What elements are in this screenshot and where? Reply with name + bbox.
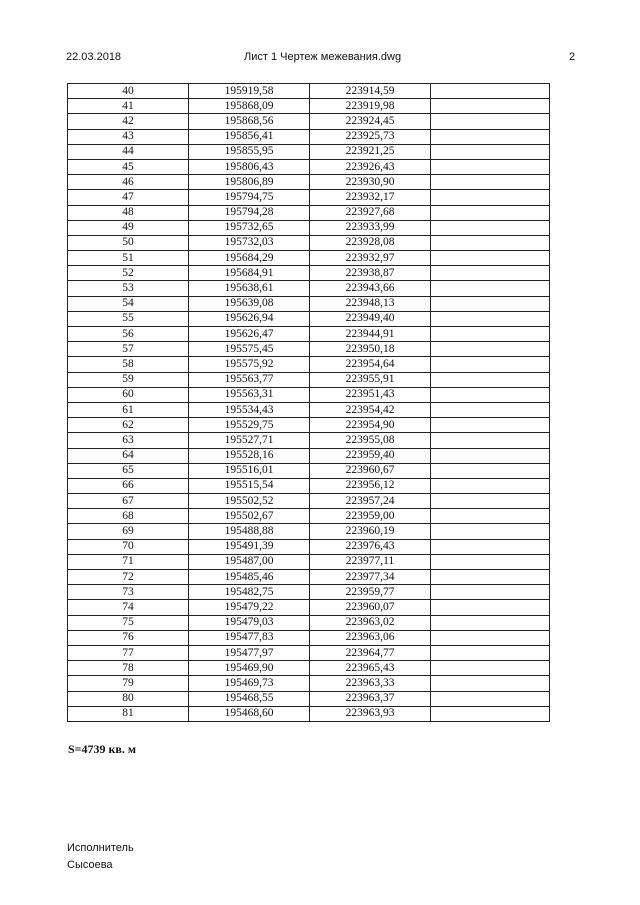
y-coordinate-cell: 223960,19 xyxy=(310,524,431,539)
y-coordinate-cell: 223921,25 xyxy=(310,144,431,159)
y-coordinate-cell: 223955,91 xyxy=(310,372,431,387)
table-row xyxy=(68,570,550,585)
table-row xyxy=(68,281,550,296)
table-row xyxy=(68,509,550,524)
table-row xyxy=(68,296,550,311)
table-row xyxy=(68,478,550,493)
table-row xyxy=(68,159,550,174)
point-number-cell: 56 xyxy=(68,327,189,342)
x-coordinate-cell: 195469,90 xyxy=(189,661,310,676)
empty-cell xyxy=(431,615,550,630)
table-row xyxy=(68,266,550,281)
table-row xyxy=(68,251,550,266)
point-number-cell: 64 xyxy=(68,448,189,463)
table-row xyxy=(68,539,550,554)
table-row xyxy=(68,433,550,448)
empty-cell xyxy=(431,99,550,114)
x-coordinate-cell: 195529,75 xyxy=(189,418,310,433)
empty-cell xyxy=(431,402,550,417)
y-coordinate-cell: 223960,67 xyxy=(310,463,431,478)
point-number-cell: 75 xyxy=(68,615,189,630)
empty-cell xyxy=(431,463,550,478)
y-coordinate-cell: 223954,64 xyxy=(310,357,431,372)
table-row xyxy=(68,190,550,205)
empty-cell xyxy=(431,706,550,721)
empty-cell xyxy=(431,630,550,645)
table-row xyxy=(68,372,550,387)
point-number-cell: 78 xyxy=(68,661,189,676)
point-number-cell: 67 xyxy=(68,494,189,509)
table-row xyxy=(68,129,550,144)
x-coordinate-cell: 195868,56 xyxy=(189,114,310,129)
empty-cell xyxy=(431,266,550,281)
empty-cell xyxy=(431,235,550,250)
point-number-cell: 62 xyxy=(68,418,189,433)
y-coordinate-cell: 223959,00 xyxy=(310,509,431,524)
empty-cell xyxy=(431,159,550,174)
empty-cell xyxy=(431,327,550,342)
point-number-cell: 73 xyxy=(68,585,189,600)
table-row xyxy=(68,357,550,372)
y-coordinate-cell: 223914,59 xyxy=(310,84,431,99)
x-coordinate-cell: 195732,65 xyxy=(189,220,310,235)
point-number-cell: 79 xyxy=(68,676,189,691)
y-coordinate-cell: 223951,43 xyxy=(310,387,431,402)
empty-cell xyxy=(431,509,550,524)
point-number-cell: 52 xyxy=(68,266,189,281)
x-coordinate-cell: 195794,75 xyxy=(189,190,310,205)
point-number-cell: 46 xyxy=(68,175,189,190)
x-coordinate-cell: 195806,43 xyxy=(189,159,310,174)
table-row xyxy=(68,175,550,190)
table-row xyxy=(68,494,550,509)
point-number-cell: 43 xyxy=(68,129,189,144)
point-number-cell: 63 xyxy=(68,433,189,448)
y-coordinate-cell: 223919,98 xyxy=(310,99,431,114)
table-row xyxy=(68,114,550,129)
x-coordinate-cell: 195563,31 xyxy=(189,387,310,402)
point-number-cell: 59 xyxy=(68,372,189,387)
empty-cell xyxy=(431,433,550,448)
empty-cell xyxy=(431,281,550,296)
table-row xyxy=(68,585,550,600)
table-row xyxy=(68,706,550,721)
empty-cell xyxy=(431,585,550,600)
point-number-cell: 61 xyxy=(68,402,189,417)
x-coordinate-cell: 195468,60 xyxy=(189,706,310,721)
empty-cell xyxy=(431,84,550,99)
x-coordinate-cell: 195485,46 xyxy=(189,570,310,585)
table-row xyxy=(68,235,550,250)
empty-cell xyxy=(431,175,550,190)
point-number-cell: 57 xyxy=(68,342,189,357)
y-coordinate-cell: 223977,34 xyxy=(310,570,431,585)
empty-cell xyxy=(431,418,550,433)
empty-cell xyxy=(431,691,550,706)
empty-cell xyxy=(431,539,550,554)
page-number: 2 xyxy=(569,51,576,63)
y-coordinate-cell: 223948,13 xyxy=(310,296,431,311)
y-coordinate-cell: 223932,97 xyxy=(310,251,431,266)
x-coordinate-cell: 195491,39 xyxy=(189,539,310,554)
y-coordinate-cell: 223963,93 xyxy=(310,706,431,721)
executor-label: Исполнитель xyxy=(67,842,134,854)
table-row xyxy=(68,630,550,645)
x-coordinate-cell: 195477,97 xyxy=(189,645,310,660)
empty-cell xyxy=(431,554,550,569)
x-coordinate-cell: 195684,91 xyxy=(189,266,310,281)
point-number-cell: 74 xyxy=(68,600,189,615)
point-number-cell: 42 xyxy=(68,114,189,129)
y-coordinate-cell: 223965,43 xyxy=(310,661,431,676)
y-coordinate-cell: 223976,43 xyxy=(310,539,431,554)
x-coordinate-cell: 195477,83 xyxy=(189,630,310,645)
empty-cell xyxy=(431,220,550,235)
x-coordinate-cell: 195482,75 xyxy=(189,585,310,600)
coordinates-table xyxy=(67,83,550,722)
table-row xyxy=(68,205,550,220)
empty-cell xyxy=(431,114,550,129)
x-coordinate-cell: 195563,77 xyxy=(189,372,310,387)
y-coordinate-cell: 223956,12 xyxy=(310,478,431,493)
x-coordinate-cell: 195639,08 xyxy=(189,296,310,311)
empty-cell xyxy=(431,190,550,205)
y-coordinate-cell: 223959,40 xyxy=(310,448,431,463)
point-number-cell: 53 xyxy=(68,281,189,296)
table-row xyxy=(68,220,550,235)
point-number-cell: 41 xyxy=(68,99,189,114)
table-row xyxy=(68,463,550,478)
table-row xyxy=(68,311,550,326)
point-number-cell: 47 xyxy=(68,190,189,205)
x-coordinate-cell: 195684,29 xyxy=(189,251,310,266)
point-number-cell: 40 xyxy=(68,84,189,99)
table-row xyxy=(68,144,550,159)
table-row xyxy=(68,691,550,706)
empty-cell xyxy=(431,372,550,387)
y-coordinate-cell: 223944,91 xyxy=(310,327,431,342)
executor-name: Сысоева xyxy=(67,859,113,871)
y-coordinate-cell: 223933,99 xyxy=(310,220,431,235)
x-coordinate-cell: 195626,94 xyxy=(189,311,310,326)
point-number-cell: 50 xyxy=(68,235,189,250)
x-coordinate-cell: 195919,58 xyxy=(189,84,310,99)
x-coordinate-cell: 195502,52 xyxy=(189,494,310,509)
point-number-cell: 49 xyxy=(68,220,189,235)
table-row xyxy=(68,99,550,114)
empty-cell xyxy=(431,524,550,539)
x-coordinate-cell: 195528,16 xyxy=(189,448,310,463)
x-coordinate-cell: 195515,54 xyxy=(189,478,310,493)
y-coordinate-cell: 223930,90 xyxy=(310,175,431,190)
y-coordinate-cell: 223938,87 xyxy=(310,266,431,281)
x-coordinate-cell: 195479,22 xyxy=(189,600,310,615)
y-coordinate-cell: 223959,77 xyxy=(310,585,431,600)
y-coordinate-cell: 223926,43 xyxy=(310,159,431,174)
x-coordinate-cell: 195856,41 xyxy=(189,129,310,144)
point-number-cell: 54 xyxy=(68,296,189,311)
x-coordinate-cell: 195732,03 xyxy=(189,235,310,250)
point-number-cell: 60 xyxy=(68,387,189,402)
table-row xyxy=(68,554,550,569)
point-number-cell: 76 xyxy=(68,630,189,645)
empty-cell xyxy=(431,342,550,357)
y-coordinate-cell: 223925,73 xyxy=(310,129,431,144)
x-coordinate-cell: 195469,73 xyxy=(189,676,310,691)
table-row xyxy=(68,676,550,691)
point-number-cell: 71 xyxy=(68,554,189,569)
empty-cell xyxy=(431,129,550,144)
x-coordinate-cell: 195534,43 xyxy=(189,402,310,417)
point-number-cell: 80 xyxy=(68,691,189,706)
y-coordinate-cell: 223924,45 xyxy=(310,114,431,129)
empty-cell xyxy=(431,645,550,660)
point-number-cell: 45 xyxy=(68,159,189,174)
y-coordinate-cell: 223963,06 xyxy=(310,630,431,645)
point-number-cell: 72 xyxy=(68,570,189,585)
table-row xyxy=(68,645,550,660)
x-coordinate-cell: 195806,89 xyxy=(189,175,310,190)
y-coordinate-cell: 223963,33 xyxy=(310,676,431,691)
header-date: 22.03.2018 xyxy=(66,51,122,63)
x-coordinate-cell: 195488,88 xyxy=(189,524,310,539)
x-coordinate-cell: 195855,95 xyxy=(189,144,310,159)
y-coordinate-cell: 223954,90 xyxy=(310,418,431,433)
empty-cell xyxy=(431,144,550,159)
x-coordinate-cell: 195487,00 xyxy=(189,554,310,569)
table-row xyxy=(68,402,550,417)
x-coordinate-cell: 195479,03 xyxy=(189,615,310,630)
point-number-cell: 55 xyxy=(68,311,189,326)
point-number-cell: 58 xyxy=(68,357,189,372)
table-row xyxy=(68,661,550,676)
table-row xyxy=(68,600,550,615)
table-row xyxy=(68,615,550,630)
x-coordinate-cell: 195527,71 xyxy=(189,433,310,448)
y-coordinate-cell: 223950,18 xyxy=(310,342,431,357)
header-title: Лист 1 Чертеж межевания.dwg xyxy=(244,51,402,63)
table-row xyxy=(68,448,550,463)
x-coordinate-cell: 195626,47 xyxy=(189,327,310,342)
x-coordinate-cell: 195502,67 xyxy=(189,509,310,524)
y-coordinate-cell: 223943,66 xyxy=(310,281,431,296)
empty-cell xyxy=(431,661,550,676)
x-coordinate-cell: 195468,55 xyxy=(189,691,310,706)
x-coordinate-cell: 195794,28 xyxy=(189,205,310,220)
y-coordinate-cell: 223954,42 xyxy=(310,402,431,417)
point-number-cell: 81 xyxy=(68,706,189,721)
y-coordinate-cell: 223927,68 xyxy=(310,205,431,220)
x-coordinate-cell: 195575,92 xyxy=(189,357,310,372)
point-number-cell: 68 xyxy=(68,509,189,524)
y-coordinate-cell: 223964,77 xyxy=(310,645,431,660)
y-coordinate-cell: 223957,24 xyxy=(310,494,431,509)
empty-cell xyxy=(431,448,550,463)
point-number-cell: 44 xyxy=(68,144,189,159)
y-coordinate-cell: 223932,17 xyxy=(310,190,431,205)
y-coordinate-cell: 223960,07 xyxy=(310,600,431,615)
empty-cell xyxy=(431,311,550,326)
empty-cell xyxy=(431,296,550,311)
empty-cell xyxy=(431,600,550,615)
table-row xyxy=(68,84,550,99)
point-number-cell: 77 xyxy=(68,645,189,660)
x-coordinate-cell: 195638,61 xyxy=(189,281,310,296)
x-coordinate-cell: 195575,45 xyxy=(189,342,310,357)
point-number-cell: 48 xyxy=(68,205,189,220)
y-coordinate-cell: 223949,40 xyxy=(310,311,431,326)
y-coordinate-cell: 223963,37 xyxy=(310,691,431,706)
table-row xyxy=(68,342,550,357)
point-number-cell: 51 xyxy=(68,251,189,266)
table-row xyxy=(68,524,550,539)
y-coordinate-cell: 223963,02 xyxy=(310,615,431,630)
empty-cell xyxy=(431,357,550,372)
empty-cell xyxy=(431,676,550,691)
empty-cell xyxy=(431,478,550,493)
empty-cell xyxy=(431,251,550,266)
area-total: S=4739 кв. м xyxy=(68,742,137,756)
point-number-cell: 66 xyxy=(68,478,189,493)
y-coordinate-cell: 223977,11 xyxy=(310,554,431,569)
table-row xyxy=(68,418,550,433)
point-number-cell: 69 xyxy=(68,524,189,539)
point-number-cell: 70 xyxy=(68,539,189,554)
empty-cell xyxy=(431,494,550,509)
point-number-cell: 65 xyxy=(68,463,189,478)
y-coordinate-cell: 223955,08 xyxy=(310,433,431,448)
y-coordinate-cell: 223928,08 xyxy=(310,235,431,250)
empty-cell xyxy=(431,387,550,402)
x-coordinate-cell: 195516,01 xyxy=(189,463,310,478)
table-row xyxy=(68,387,550,402)
empty-cell xyxy=(431,570,550,585)
coordinates-table-body xyxy=(68,84,550,722)
empty-cell xyxy=(431,205,550,220)
x-coordinate-cell: 195868,09 xyxy=(189,99,310,114)
table-row xyxy=(68,327,550,342)
